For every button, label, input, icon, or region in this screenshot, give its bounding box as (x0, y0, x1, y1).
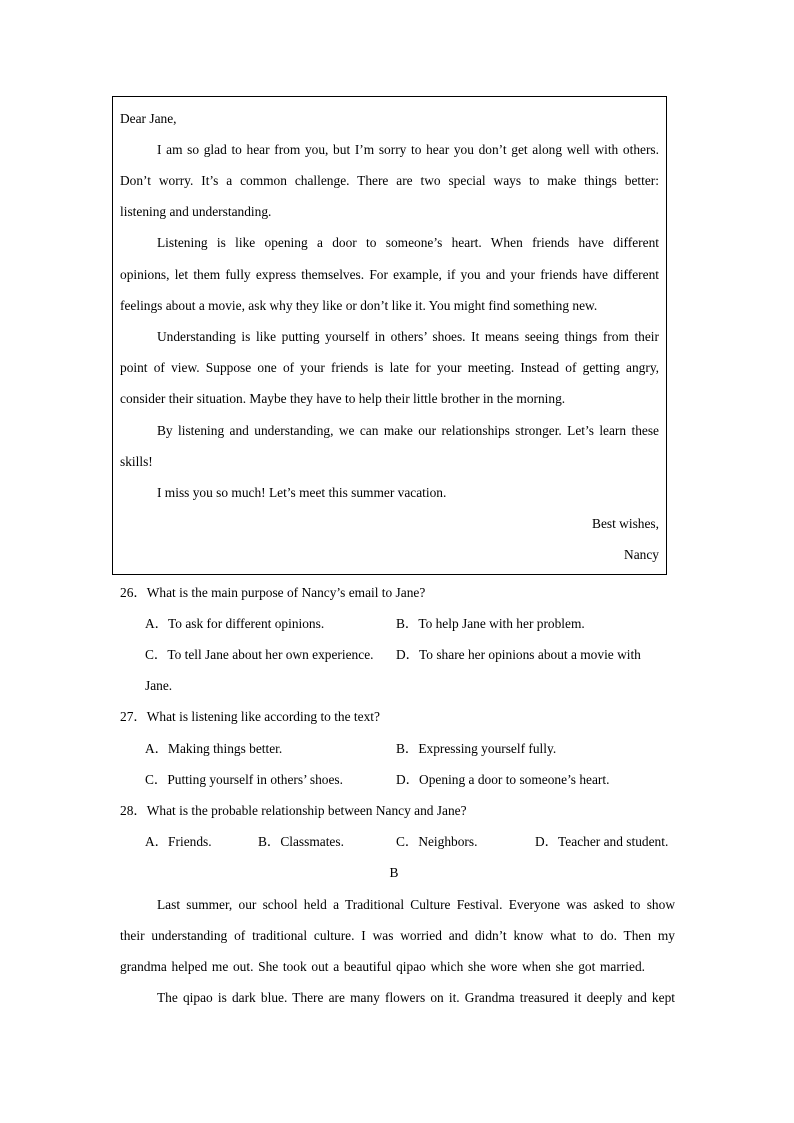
question-26-stem: 26．What is the main purpose of Nancy’s email to Jane? (120, 585, 426, 600)
question-27-option-b[interactable]: B．Expressing yourself fully. (396, 741, 557, 756)
letter-signature: Nancy (624, 547, 659, 562)
section-b-p1-line3: grandma helped me out. She took out a beautiful qipao which she wore when she got married. (120, 959, 645, 974)
question-26-option-a[interactable]: A．To ask for different opinions. (145, 616, 325, 631)
letter-p5: I miss you so much! Let’s meet this summer vacation. (157, 485, 447, 500)
question-27-option-c[interactable]: C．Putting yourself in others’ shoes. (145, 772, 343, 787)
question-28-stem: 28．What is the probable relationship between Nancy and Jane? (120, 803, 467, 818)
question-27-option-a[interactable]: A．Making things better. (145, 741, 283, 756)
letter-p2-line3: feelings about a movie, ask why they like or don’t like it. You might find something new. (120, 298, 598, 313)
question-28-option-c[interactable]: C．Neighbors. (396, 834, 478, 849)
letter-p4-line2: skills! (120, 454, 153, 469)
question-26-option-c[interactable]: C．To tell Jane about her own experience. (145, 647, 374, 662)
question-28-option-a[interactable]: A．Friends. (145, 834, 212, 849)
section-b-p1-line2: their understanding of traditional culture. I was worried and didn’t know what to do. Then my (120, 928, 675, 943)
letter-p3-line3: consider their situation. Maybe they have to help their little brother in the morning. (120, 391, 566, 406)
question-28-option-b[interactable]: B．Classmates. (258, 834, 344, 849)
letter-greeting: Dear Jane, (120, 111, 177, 126)
question-26-option-d[interactable]: D．To share her opinions about a movie with (396, 647, 641, 662)
letter-p1-line2: Don’t worry. It’s a common challenge. There are two special ways to make things better: (120, 173, 659, 188)
question-28-option-d[interactable]: D．Teacher and student. (535, 834, 669, 849)
question-26-option-d-cont: Jane. (145, 678, 173, 693)
letter-p3-line1: Understanding is like putting yourself in others’ shoes. It means seeing things from their (157, 329, 659, 344)
section-b-heading: B (389, 865, 399, 880)
section-b-p2-line1: The qipao is dark blue. There are many flowers on it. Grandma treasured it deeply and kept (157, 990, 675, 1005)
letter-p2-line1: Listening is like opening a door to someone’s heart. When friends have different (157, 235, 659, 250)
section-b-p1-line1: Last summer, our school held a Traditional Culture Festival. Everyone was asked to show (157, 897, 675, 912)
letter-p1-line1: I am so glad to hear from you, but I’m sorry to hear you don’t get along well with others. (157, 142, 659, 157)
letter-p3-line2: point of view. Suppose one of your friends is late for your meeting. Instead of getting angry, (120, 360, 659, 375)
question-27-option-d[interactable]: D．Opening a door to someone’s heart. (396, 772, 610, 787)
letter-p2-line2: opinions, let them fully express themselves. For example, if you and your friends have different (120, 267, 659, 282)
question-26-option-b[interactable]: B．To help Jane with her problem. (396, 616, 585, 631)
letter-p1-line3: listening and understanding. (120, 204, 272, 219)
question-27-stem: 27．What is listening like according to the text? (120, 709, 380, 724)
letter-closing: Best wishes, (592, 516, 659, 531)
letter-p4-line1: By listening and understanding, we can make our relationships stronger. Let’s learn these (157, 423, 659, 438)
